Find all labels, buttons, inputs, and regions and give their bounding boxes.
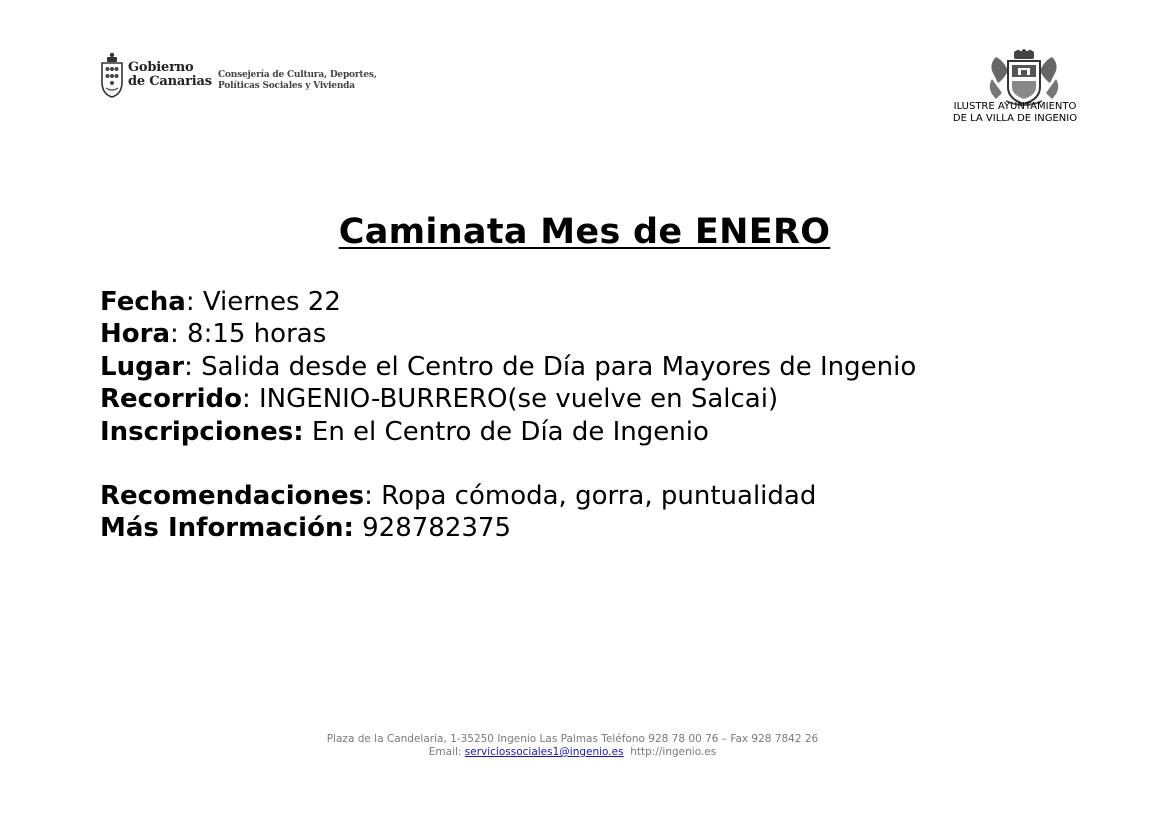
detail-row-mas-informacion xyxy=(100,512,916,544)
detail-row-lugar xyxy=(100,351,916,383)
page-footer xyxy=(0,733,1145,759)
detail-value: 8:15 horas xyxy=(187,319,327,350)
detail-separator: : xyxy=(184,351,202,382)
footer-email-label: Email: xyxy=(428,746,465,758)
detail-value: INGENIO-BURRERO(se vuelve en Salcai) xyxy=(259,384,779,415)
detail-label: Inscripciones: xyxy=(100,416,304,447)
detail-separator xyxy=(354,513,362,543)
detail-value: 928782375 xyxy=(362,513,512,544)
ayuntamiento-line1: ILUSTRE AYUNTAMIENTO xyxy=(953,101,1077,112)
detail-separator xyxy=(304,417,312,447)
consejeria-line2: Políticas Sociales y Vivienda xyxy=(218,81,355,91)
gobierno-canarias-shield-icon xyxy=(100,52,124,98)
detail-separator: : xyxy=(170,319,188,350)
detail-value: Ropa cómoda, gorra, puntualidad xyxy=(381,481,817,512)
footer-website: http://ingenio.es xyxy=(630,746,717,758)
detail-separator: : xyxy=(185,287,203,317)
gobierno-canarias-wordmark xyxy=(128,61,212,89)
document-title: Caminata Mes de ENERO xyxy=(338,212,831,252)
detail-value: Salida desde el Centro de Día para Mayores de Ingenio xyxy=(201,351,917,382)
detail-value: En el Centro de Día de Ingenio xyxy=(311,416,709,447)
ingenio-coat-of-arms-icon xyxy=(984,49,1064,107)
gobierno-canarias-logo xyxy=(100,52,212,98)
event-details xyxy=(100,286,916,545)
detail-value: Viernes 22 xyxy=(202,287,341,317)
detail-label: Hora xyxy=(100,319,170,350)
ayuntamiento-line2: DE LA VILLA DE INGENIO xyxy=(952,113,1078,124)
gobierno-logo-line1: Gobierno xyxy=(128,60,194,75)
gobierno-logo-line2: de Canarias xyxy=(128,74,212,89)
detail-label: Más Información: xyxy=(100,513,354,544)
detail-label: Recomendaciones xyxy=(100,481,365,512)
consejeria-line1: Consejería de Cultura, Deportes, xyxy=(218,70,377,80)
consejeria-name xyxy=(218,70,377,92)
detail-label: Fecha xyxy=(100,287,186,317)
detail-row-fecha xyxy=(100,286,916,318)
ayuntamiento-name xyxy=(930,101,1100,125)
detail-label: Recorrido xyxy=(100,384,242,415)
detail-label: Lugar xyxy=(100,351,185,382)
detail-row-recorrido xyxy=(100,383,916,415)
section-spacer xyxy=(100,448,916,480)
detail-row-inscripciones xyxy=(100,416,916,448)
detail-separator: : xyxy=(241,384,259,415)
footer-address: Plaza de la Candelaria, 1-35250 Ingenio Las Palmas Teléfono 928 78 00 76 – Fax 928 7842 26 xyxy=(326,733,819,745)
footer-contact xyxy=(0,746,1145,759)
detail-row-hora xyxy=(100,318,916,350)
footer-email-link[interactable]: serviciossociales1@ingenio.es xyxy=(464,746,624,758)
detail-row-recomendaciones xyxy=(100,480,916,512)
detail-separator: : xyxy=(364,481,382,512)
